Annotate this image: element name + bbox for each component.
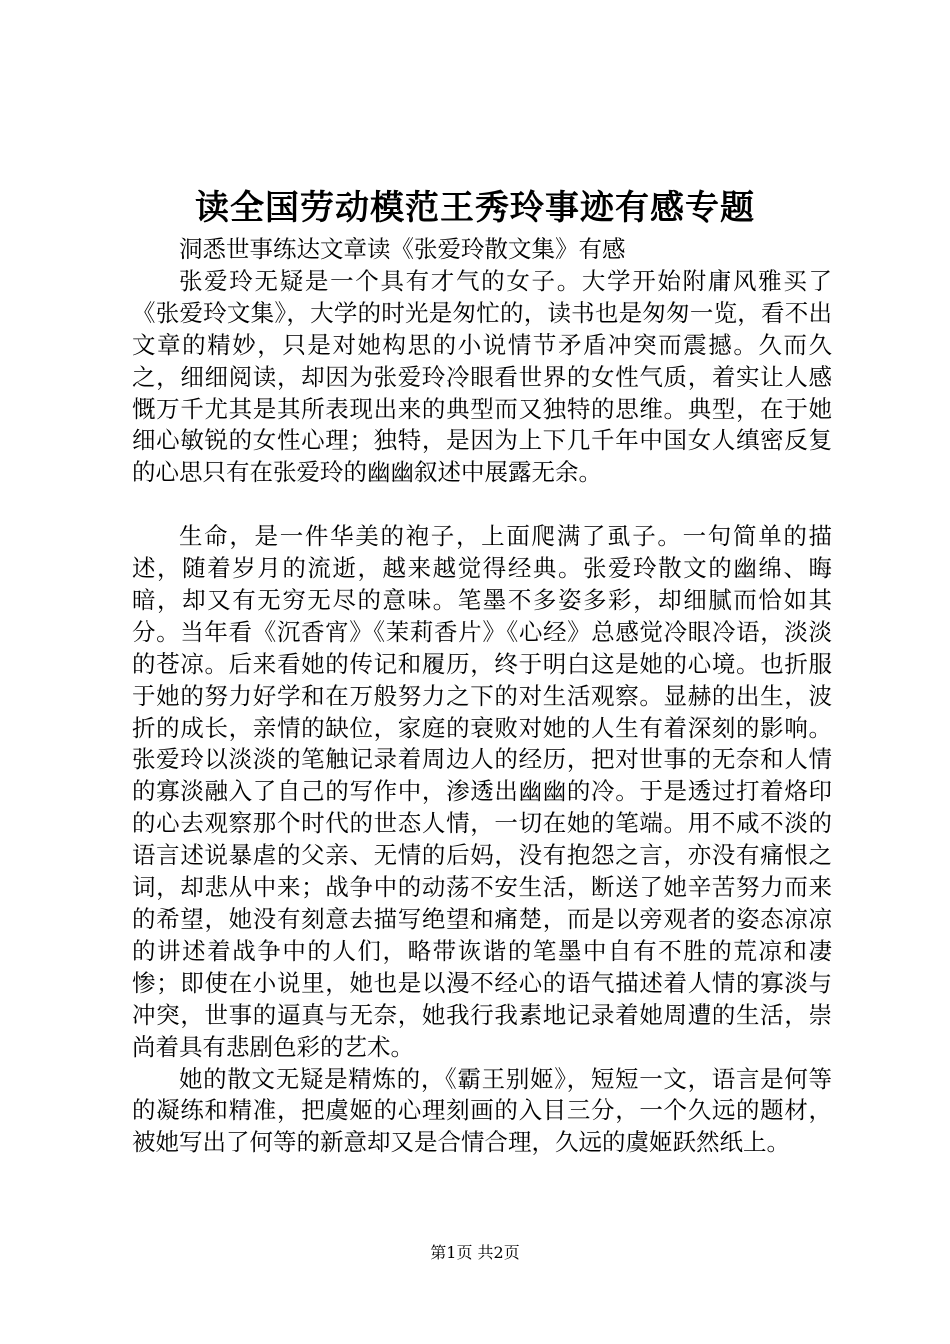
paragraph: 生命，是一件华美的袍子，上面爬满了虱子。一句简单的描述，随着岁月的流逝，越来越觉得经典。张爱玲散文的幽绵、晦暗，却又有无穷无尽的意味。笔墨不多姿多彩，却细腻而恰如其分。当年看《沉香宵》《茉莉香片》《心经》总感觉冷眼冷语，淡淡的苍凉。后来看她的传记和履历，终于明白这是她的心境。也折服于她的努力好学和在万般努力之下的对生活观察。显赫的出生，波折的成长，亲情的缺位，家庭的衰败对她的人生有着深刻的影响。张爱玲以淡淡的笔触记录着周边人的经历，把对世事的无奈和人情的寡淡融入了自己的写作中，渗透出幽幽的冷。于是透过打着烙印的心去观察那个时代的世态人情，一切在她的笔端。用不咸不淡的语言述说暴虐的父亲、无情的后妈，没有抱怨之言，亦没有痛恨之词，却悲从中来；战争中的动荡不安生活，断送了她辛苦努力而来的希望，她没有刻意去描写绝望和痛楚，而是以旁观者的姿态凉凉的讲述着战争中的人们，略带诙谐的笔墨中自有不胜的荒凉和凄惨；即使在小说里，她也是以漫不经心的语气描述着人情的寡淡与冲突，世事的逼真与无奈，她我行我素地记录着她周遭的生活，崇尚着具有悲剧色彩的艺术。 xyxy=(132,522,832,1061)
document-title: 读全国劳动模范王秀玲事迹有感专题 xyxy=(195,188,755,228)
document-body xyxy=(132,234,832,1159)
paragraph: 她的散文无疑是精炼的，《霸王别姬》，短短一文，语言是何等的凝练和精准，把虞姬的心理刻画的入目三分，一个久远的题材，被她写出了何等的新意却又是合情合理，久远的虞姬跃然纸上。 xyxy=(132,1064,832,1157)
paragraph-spacer xyxy=(132,489,832,521)
paragraph-subtitle: 洞悉世事练达文章读《张爱玲散文集》有感 xyxy=(179,235,626,263)
page-number-footer: 第1页 共2页 xyxy=(430,1243,520,1262)
paragraph: 张爱玲无疑是一个具有才气的女子。大学开始附庸风雅买了《张爱玲文集》，大学的时光是匆忙的，读书也是匆匆一览，看不出文章的精妙，只是对她构思的小说情节矛盾冲突而震撼。久而久之，细细阅读，却因为张爱玲冷眼看世界的女性气质，着实让人感慨万千尤其是其所表现出来的典型而又独特的思维。典型，在于她细心敏锐的女性心理；独特，是因为上下几千年中国女人缜密反复的心思只有在张爱玲的幽幽叙述中展露无余。 xyxy=(132,266,832,487)
